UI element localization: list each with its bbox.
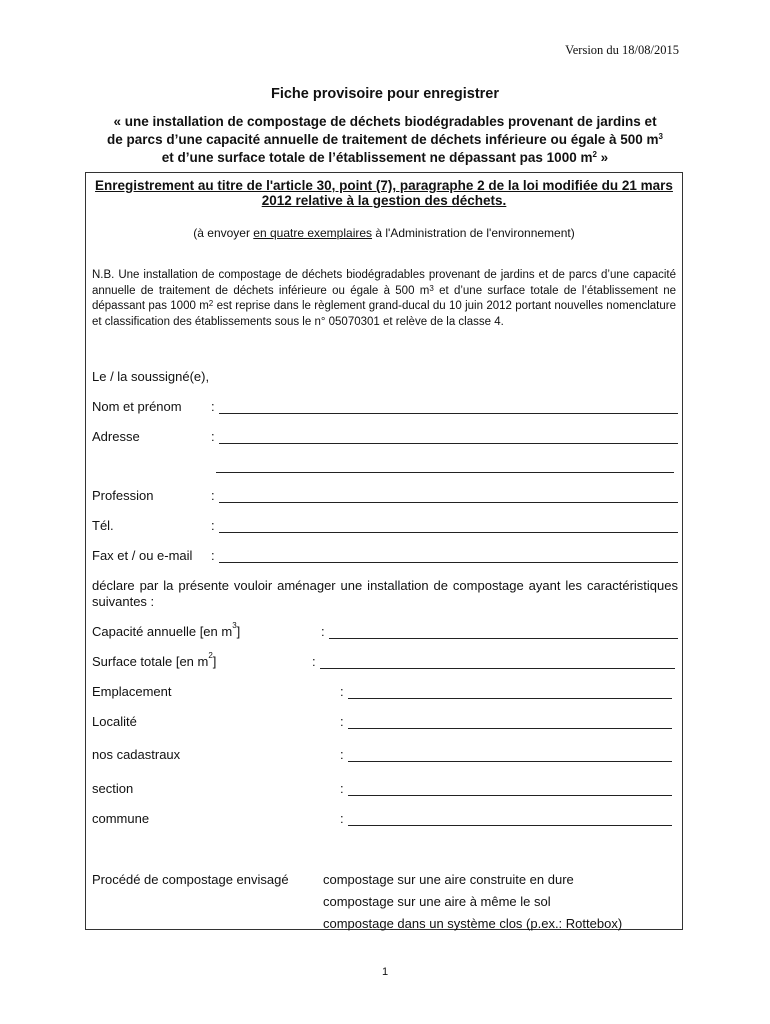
colon: :	[211, 399, 215, 414]
nom-field[interactable]	[219, 399, 678, 414]
colon: :	[340, 684, 344, 699]
colon: :	[312, 654, 316, 669]
surface-field[interactable]	[320, 654, 675, 669]
colon: :	[340, 714, 344, 729]
nb-text-1: N.B. Une installation de compostage de déchets biodégradables provenant de jardins et de parcs d’une capacité annuelle de traitement de déchets inférieure ou égale à 500 m	[92, 269, 676, 297]
capacite-text: Capacité annuelle [en m	[92, 624, 233, 639]
colon: :	[321, 624, 325, 639]
send-copies-underlined: en quatre exemplaires	[253, 226, 373, 240]
section-field[interactable]	[348, 781, 672, 796]
surface-end: ]	[212, 654, 217, 669]
tel-label: Tél.	[92, 518, 114, 533]
nom-label: Nom et prénom	[92, 399, 182, 414]
superscript: 2	[592, 150, 597, 159]
fax-email-label: Fax et / ou e-mail	[92, 548, 193, 563]
localite-field[interactable]	[348, 714, 672, 729]
colon: :	[340, 811, 344, 826]
nb-text-2: et d’une surface totale de l’établissement ne dépassant pas 1000 m	[92, 284, 676, 312]
subtitle-line-1: « une installation de compostage de déchets biodégradables provenant de jardins et	[113, 114, 657, 129]
commune-field[interactable]	[348, 811, 672, 826]
colon: :	[211, 488, 215, 503]
subtitle-line-3: et d’une surface totale de l’établissement ne dépassant pas 1000 m	[161, 150, 593, 165]
colon: :	[211, 548, 215, 563]
procede-option-1[interactable]	[320, 872, 574, 887]
procede-option-3[interactable]	[320, 916, 622, 931]
tel-field[interactable]	[219, 518, 678, 533]
page-number: 1	[381, 966, 389, 978]
superscript: 3	[232, 621, 237, 630]
commune-label: commune	[92, 811, 150, 826]
send-instructions-pre: (à envoyer	[193, 226, 254, 240]
procede-option-label: compostage sur une aire à même le sol	[323, 894, 551, 909]
superscript: 3	[429, 283, 434, 293]
soussigne-label: Le / la soussigné(e),	[92, 369, 210, 384]
superscript: 2	[208, 651, 213, 660]
colon: :	[211, 518, 215, 533]
declaration-text: déclare par la présente vouloir aménager une installation de compostage ayant les caractéristiques suivantes :	[92, 578, 678, 609]
procede-option-2[interactable]	[320, 894, 551, 909]
procede-option-label: compostage sur une aire construite en dure	[323, 872, 574, 887]
emplacement-field[interactable]	[348, 684, 672, 699]
nb-note	[92, 268, 676, 330]
superscript: 3	[658, 132, 663, 141]
surface-label	[92, 651, 217, 669]
send-instructions	[85, 226, 683, 240]
adresse-field-line-2[interactable]	[216, 458, 674, 473]
adresse-label: Adresse	[92, 429, 140, 444]
emplacement-label: Emplacement	[92, 684, 172, 699]
surface-text: Surface totale [en m	[92, 654, 209, 669]
capacite-end: ]	[236, 624, 241, 639]
colon: :	[340, 747, 344, 762]
capacite-field[interactable]	[329, 624, 678, 639]
cadastraux-label: nos cadastraux	[92, 747, 181, 762]
fax-email-field[interactable]	[219, 548, 678, 563]
subtitle-line-3-end: »	[596, 150, 609, 165]
procede-option-label: compostage dans un système clos (p.ex.: Rottebox)	[323, 916, 623, 931]
version-date: Version du 18/08/2015	[565, 43, 679, 57]
registration-heading: Enregistrement au titre de l'article 30, point (7), paragraphe 2 de la loi modifiée du 21 mars 2012 relative à la gestion des déchets.	[95, 178, 673, 208]
localite-label: Localité	[92, 714, 137, 729]
send-instructions-post: à l'Administration de l'environnement)	[372, 226, 575, 240]
nb-text-3: est reprise dans le règlement grand-ducal du 10 juin 2012 portant nouvelles nomenclature et classification des établissements sous le n° 05070301 et relève de la classe 4.	[92, 300, 676, 328]
adresse-field[interactable]	[219, 429, 678, 444]
profession-label: Profession	[92, 488, 154, 503]
subtitle-line-2: de parcs d’une capacité annuelle de traitement de déchets inférieure ou égale à 500 m	[107, 132, 659, 147]
colon: :	[211, 429, 215, 444]
capacite-label	[92, 621, 241, 639]
cadastraux-field[interactable]	[348, 747, 672, 762]
document-title: Fiche provisoire pour enregistrer	[270, 86, 500, 102]
superscript: 2	[208, 299, 214, 308]
section-label: section	[92, 781, 134, 796]
procede-label: Procédé de compostage envisagé	[92, 872, 289, 887]
colon: :	[340, 781, 344, 796]
profession-field[interactable]	[219, 488, 678, 503]
document-subtitle	[85, 113, 685, 167]
